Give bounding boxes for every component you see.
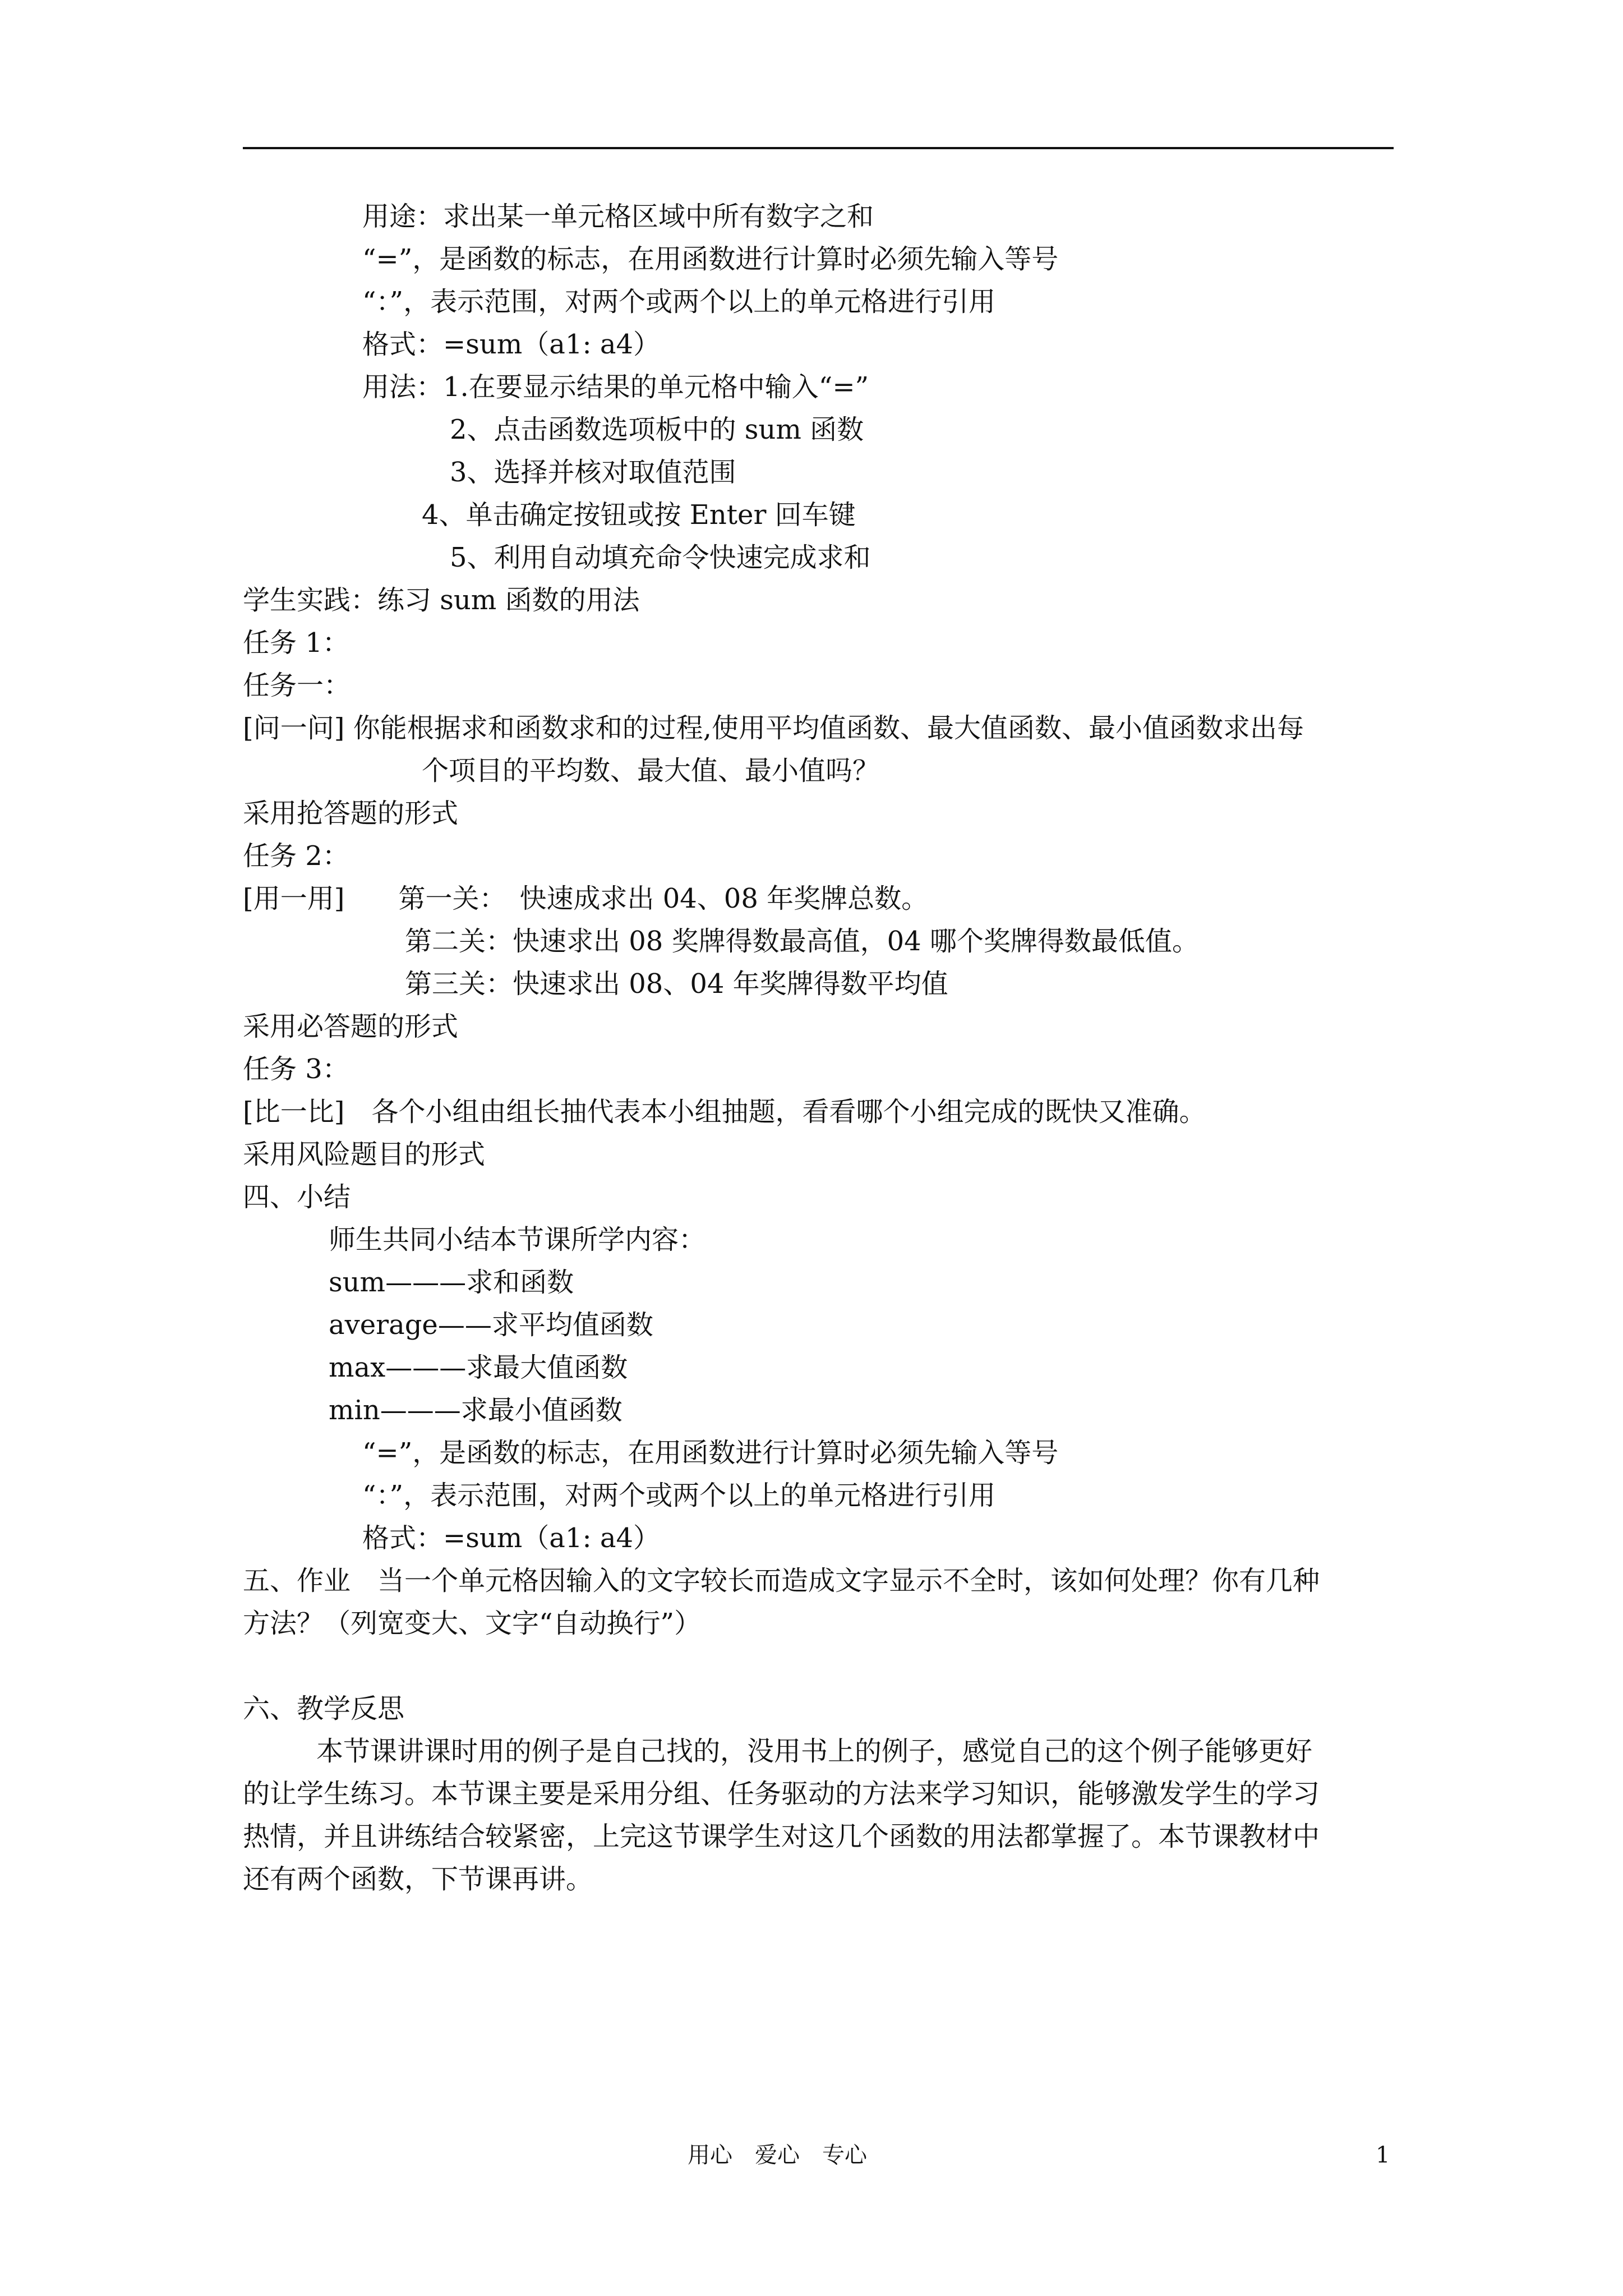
reflection-heading: 六、教学反思 (243, 1693, 405, 1724)
method-step-3: 3、选择并核对取值范围 (450, 457, 736, 488)
colon-range-note: “：”，表示范围，对两个或两个以上的单元格进行引用 (362, 286, 996, 318)
task-3-heading: 任务 3： (243, 1053, 349, 1085)
method-step-4: 4、单击确定按钮或按 Enter 回车键 (422, 499, 856, 531)
summary-heading: 四、小结 (243, 1181, 351, 1213)
format-line: 格式：=sum（a1: a4） (362, 329, 661, 360)
method-step-2: 2、点击函数选项板中的 sum 函数 (450, 414, 864, 445)
use-it-level-3: 第三关：快速求出 08、04 年奖牌得数平均值 (405, 968, 948, 1000)
risk-question-format: 采用风险题目的形式 (243, 1139, 486, 1170)
task-2-heading: 任务 2： (243, 840, 349, 872)
usage-line: 用途：求出某一单元格区域中所有数字之和 (362, 201, 874, 232)
equals-sign-note: “=”，是函数的标志，在用函数进行计算时必须先输入等号 (362, 243, 1059, 275)
use-it-level-2: 第二关：快速求出 08 奖牌得数最高值，04 哪个奖牌得数最低值。 (405, 926, 1199, 957)
ask-question-continued: 个项目的平均数、最大值、最小值吗？ (422, 755, 880, 786)
quick-answer-format: 采用抢答题的形式 (243, 798, 459, 829)
summary-format-line: 格式：=sum（a1: a4） (362, 1522, 661, 1554)
summary-sum: sum———求和函数 (329, 1267, 574, 1298)
summary-max: max———求最大值函数 (329, 1352, 628, 1383)
student-practice-line: 学生实践：练习 sum 函数的用法 (243, 585, 640, 616)
page-number: 1 (1376, 2142, 1390, 2168)
compare-line: [比一比] 各个小组由组长抽代表本小组抽题，看看哪个小组完成的既快又准确。 (243, 1096, 1206, 1128)
use-it-level-1: [用一用] 第一关： 快速成求出 04、08 年奖牌总数。 (243, 883, 929, 914)
homework-line: 五、作业 当一个单元格因输入的文字较长而造成文字显示不全时，该如何处理？你有几种 (243, 1565, 1320, 1596)
summary-equals-note: “=”，是函数的标志，在用函数进行计算时必须先输入等号 (362, 1437, 1059, 1469)
homework-continued: 方法？（列宽变大、文字“自动换行”） (243, 1608, 702, 1639)
reflection-paragraph-line-3: 热情，并且讲练结合较紧密，上完这节课学生对这几个函数的用法都掌握了。本节课教材中 (243, 1821, 1320, 1852)
summary-min: min———求最小值函数 (329, 1395, 623, 1426)
summary-colon-note: “：”，表示范围，对两个或两个以上的单元格进行引用 (362, 1480, 996, 1511)
task-1-heading: 任务 1： (243, 627, 349, 659)
ask-question-line: [问一问] 你能根据求和函数求和的过程,使用平均值函数、最大值函数、最小值函数求出每 (243, 712, 1304, 744)
reflection-paragraph-line-4: 还有两个函数，下节课再讲。 (243, 1864, 593, 1895)
required-answer-format: 采用必答题的形式 (243, 1011, 459, 1042)
task-one-heading: 任务一： (243, 670, 351, 701)
summary-intro: 师生共同小结本节课所学内容： (329, 1224, 706, 1255)
method-step-1: 用法：1.在要显示结果的单元格中输入“=” (362, 371, 869, 403)
footer-motto: 用心 爱心 专心 (688, 2142, 867, 2168)
reflection-paragraph-line-1: 本节课讲课时用的例子是自己找的，没用书上的例子，感觉自己的这个例子能够更好 (316, 1736, 1313, 1767)
reflection-paragraph-line-2: 的让学生练习。本节课主要是采用分组、任务驱动的方法来学习知识，能够激发学生的学习 (243, 1778, 1320, 1810)
summary-average: average——求平均值函数 (329, 1309, 653, 1341)
header-rule (243, 147, 1394, 149)
method-step-5: 5、利用自动填充命令快速完成求和 (450, 542, 871, 573)
